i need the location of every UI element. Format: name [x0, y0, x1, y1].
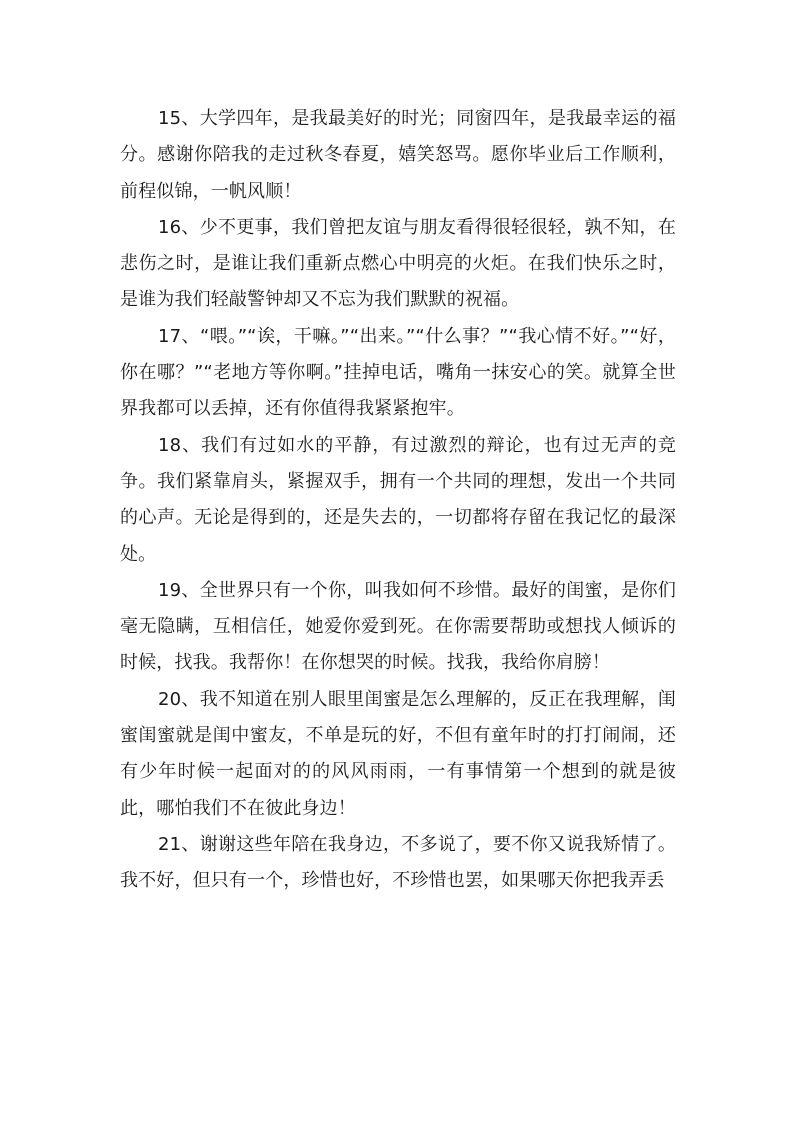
paragraph-19: 19、全世界只有一个你，叫我如何不珍惜。最好的闺蜜，是你们毫无隐瞒，互相信任，她爱你爱到死。在你需要帮助或想找人倾诉的时候，找我。我帮你！在你想哭的时候。找我，我给你肩膀！	[120, 579, 676, 674]
document-body	[120, 101, 676, 900]
paragraph-17: 17、“喂。”“诶，干嘛。”“出来。”“什么事？”“我心情不好。”“好，你在哪？”“老地方等你啊。”挂掉电话，嘴角一抹安心的笑。就算全世界我都可以丢掉，还有你值得我紧紧抱牢。	[120, 325, 676, 420]
paragraph-15: 15、大学四年，是我最美好的时光；同窗四年，是我最幸运的福分。感谢你陪我的走过秋冬春夏，嬉笑怒骂。愿你毕业后工作顺利，前程似锦，一帆风顺！	[120, 108, 676, 202]
paragraph-16: 16、少不更事，我们曾把友谊与朋友看得很轻很轻，孰不知，在悲伤之时，是谁让我们重新点燃心中明亮的火炬。在我们快乐之时，是谁为我们轻敲警钟却又不忘为我们默默的祝福。	[120, 216, 676, 311]
paragraph-21: 21、谢谢这些年陪在我身边，不多说了，要不你又说我矫情了。我不好，但只有一个，珍惜也好，不珍惜也罢，如果哪天你把我弄丢	[120, 833, 676, 892]
paragraph-18: 18、我们有过如水的平静，有过激烈的辩论，也有过无声的竞争。我们紧靠肩头，紧握双手，拥有一个共同的理想，发出一个共同的心声。无论是得到的，还是失去的，一切都将存留在我记忆的最深处。	[120, 434, 676, 565]
paragraph-20: 20、我不知道在别人眼里闺蜜是怎么理解的，反正在我理解，闺蜜闺蜜就是闺中蜜友，不单是玩的好，不但有童年时的打打闹闹，还有少年时候一起面对的的风风雨雨，一有事情第一个想到的就是彼此，哪怕我们不在彼此身边！	[120, 688, 676, 819]
